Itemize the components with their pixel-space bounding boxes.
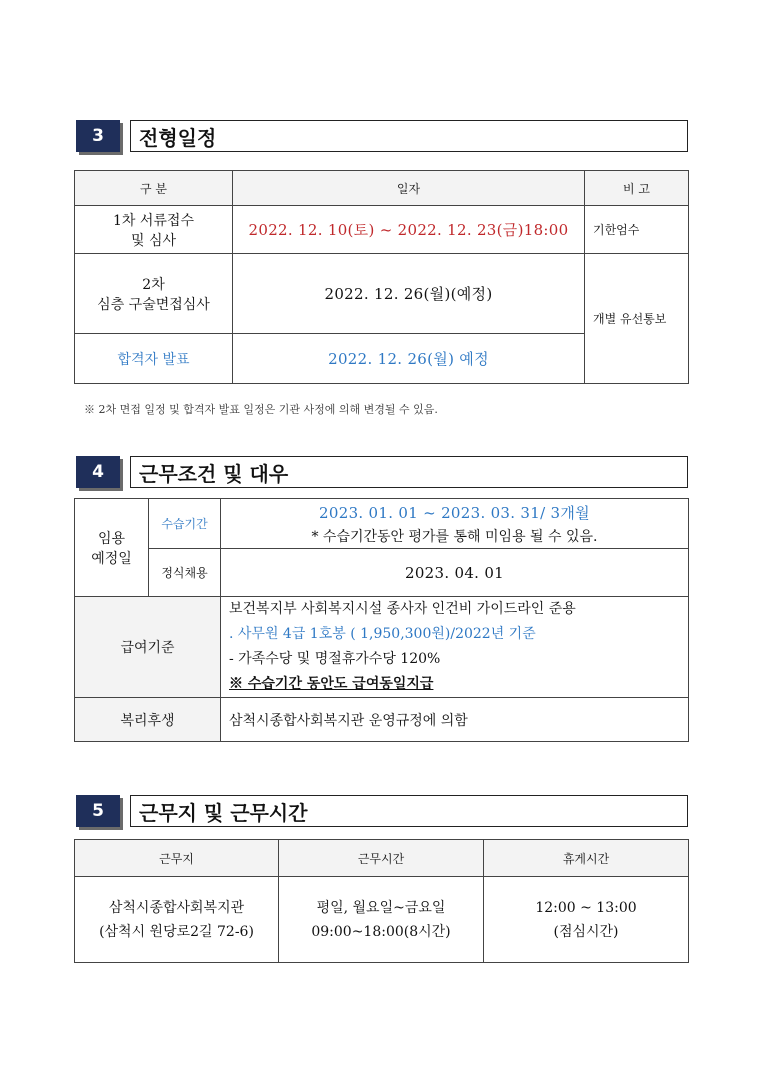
row3-label: 합격자 발표 <box>75 334 233 384</box>
header-work-hours: 근무시간 <box>279 840 484 877</box>
regular-date: 2023. 04. 01 <box>221 549 689 597</box>
row2-label: 2차 심층 구술면접심사 <box>75 254 233 334</box>
section-title: 근무지 및 근무시간 <box>130 795 688 827</box>
section-5-header <box>76 795 688 827</box>
regular-label: 정식채용 <box>149 549 221 597</box>
section-title: 전형일정 <box>130 120 688 152</box>
probation-note: * 수습기간동안 평가를 통해 미임용 될 수 있음. <box>311 528 598 545</box>
break-time-cell: 12:00 ~ 13:00 (점심시간) <box>484 877 689 963</box>
worksite-cell: 삼척시종합사회복지관 (삼척시 원당로2길 72-6) <box>75 877 279 963</box>
schedule-footnote: ※ 2차 면접 일정 및 합격자 발표 일정은 기관 사정에 의해 변경될 수 있음. <box>84 403 438 416</box>
probation-label: 수습기간 <box>149 499 221 549</box>
conditions-table <box>74 498 689 742</box>
salary-line-4: ※ 수습기간 동안도 급여동일지급 <box>229 676 434 692</box>
welfare-text: 삼척시종합사회복지관 운영규정에 의함 <box>221 698 689 742</box>
header-date: 일자 <box>233 171 585 206</box>
section-3-header <box>76 120 688 152</box>
row1-note: 기한엄수 <box>585 206 689 254</box>
section-title: 근무조건 및 대우 <box>130 456 688 488</box>
header-category: 구 분 <box>75 171 233 206</box>
section-number: 5 <box>76 795 120 827</box>
salary-line-1: 보건복지부 사회복지시설 종사자 인건비 가이드라인 준용 <box>229 601 576 617</box>
schedule-table <box>74 170 689 384</box>
header-break-time: 휴게시간 <box>484 840 689 877</box>
salary-line-3: - 가족수당 및 명절휴가수당 120% <box>229 651 441 667</box>
appointment-label: 임용 예정일 <box>75 499 149 597</box>
section-number: 4 <box>76 456 120 488</box>
worksite-table <box>74 839 689 963</box>
row2-note: 개별 유선통보 <box>585 254 689 384</box>
salary-line-2: . 사무원 4급 1호봉 ( 1,950,300원)/2022년 기준 <box>229 626 536 642</box>
row3-date: 2022. 12. 26(월) 예정 <box>233 334 585 384</box>
salary-label: 급여기준 <box>75 597 221 698</box>
header-worksite: 근무지 <box>75 840 279 877</box>
probation-cell <box>221 499 689 549</box>
row1-date: 2022. 12. 10(토) ~ 2022. 12. 23(금)18:00 <box>233 206 585 254</box>
section-number: 3 <box>76 120 120 152</box>
welfare-label: 복리후생 <box>75 698 221 742</box>
salary-cell <box>221 597 689 698</box>
row1-label: 1차 서류접수 및 심사 <box>75 206 233 254</box>
section-4-header <box>76 456 688 488</box>
work-hours-cell: 평일, 월요일~금요일 09:00~18:00(8시간) <box>279 877 484 963</box>
probation-period: 2023. 01. 01 ~ 2023. 03. 31/ 3개월 <box>319 503 590 522</box>
row2-date: 2022. 12. 26(월)(예정) <box>233 254 585 334</box>
header-remark: 비 고 <box>585 171 689 206</box>
